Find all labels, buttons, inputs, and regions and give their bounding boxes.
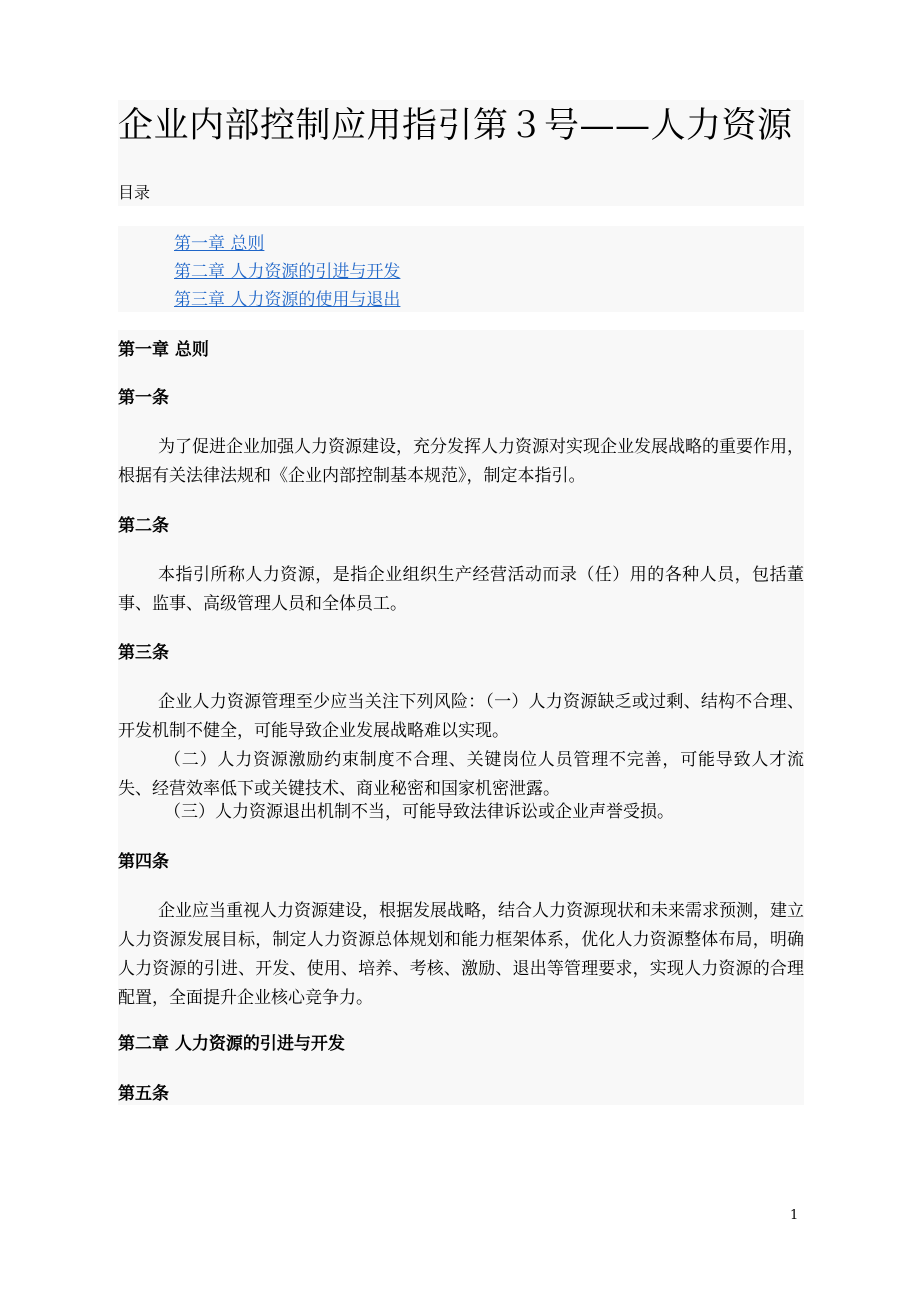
toc-item [174, 286, 400, 314]
page-number: 1 [790, 1208, 799, 1223]
article-3-paragraph-2: （二）人力资源激励约束制度不合理、关键岗位人员管理不完善，可能导致人才流失、经营效率低下或关键技术、商业秘密和国家机密泄露。 [118, 750, 804, 799]
toc-item [174, 258, 400, 286]
article-1-heading: 第一条 [118, 388, 169, 408]
chapter-2-heading: 第二章 人力资源的引进与开发 [118, 1034, 345, 1054]
toc-link-chapter-3[interactable]: 第三章 人力资源的使用与退出 [174, 290, 401, 310]
article-3-heading: 第三条 [118, 643, 169, 663]
toc-link-chapter-1[interactable]: 第一章 总则 [174, 234, 265, 254]
article-3-paragraph-3: （三）人力资源退出机制不当，可能导致法律诉讼或企业声誉受损。 [164, 802, 674, 822]
article-2-text: 本指引所称人力资源，是指企业组织生产经营活动而录（任）用的各种人员，包括董事、监事、高级管理人员和全体员工。 [118, 565, 804, 614]
chapter-1-heading: 第一章 总则 [118, 340, 209, 360]
toc-label: 目录 [118, 183, 151, 202]
toc-item [174, 230, 400, 258]
article-4-text: 企业应当重视人力资源建设，根据发展战略，结合人力资源现状和未来需求预测，建立人力资源发展目标，制定人力资源总体规划和能力框架体系，优化人力资源整体布局，明确人力资源的引进、开发、使用、培养、考核、激励、退出等管理要求，实现人力资源的合理配置，全面提升企业核心竞争力。 [118, 901, 804, 1008]
toc-link-chapter-2[interactable]: 第二章 人力资源的引进与开发 [174, 262, 401, 282]
document-title: 企业内部控制应用指引第３号——人力资源 [118, 106, 793, 146]
article-5-heading: 第五条 [118, 1084, 169, 1104]
article-3-paragraph-1: 企业人力资源管理至少应当关注下列风险：（一）人力资源缺乏或过剩、结构不合理、开发机制不健全，可能导致企业发展战略难以实现。 [118, 692, 804, 741]
table-of-contents [174, 230, 400, 314]
article-2-heading: 第二条 [118, 516, 169, 536]
article-4-heading: 第四条 [118, 852, 169, 872]
article-1-text: 为了促进企业加强人力资源建设，充分发挥人力资源对实现企业发展战略的重要作用，根据有关法律法规和《企业内部控制基本规范》，制定本指引。 [118, 437, 804, 486]
